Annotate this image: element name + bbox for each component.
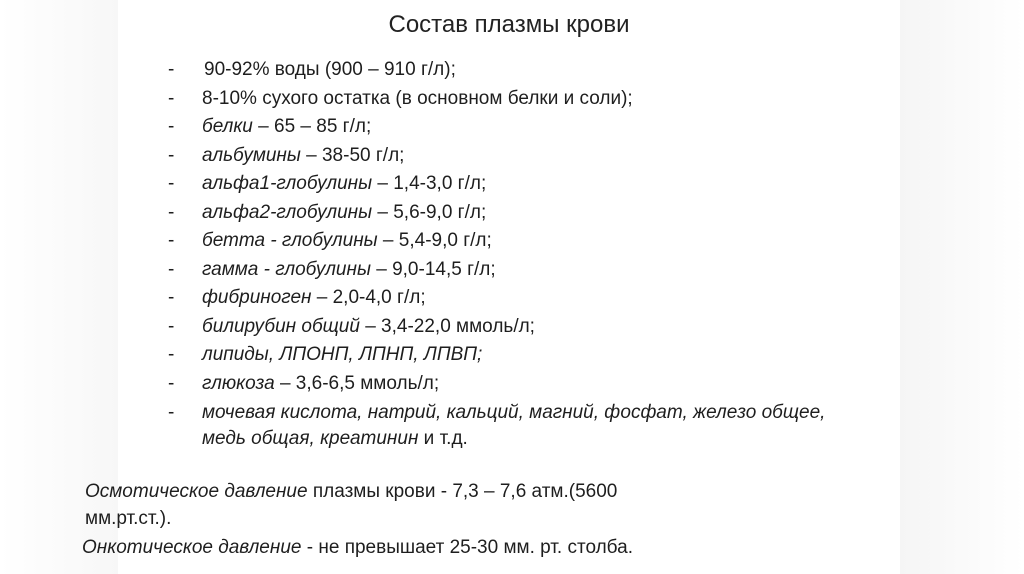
osmotic-value: плазмы крови - 7,3 – 7,6 атм.(5600 мм.рт.ст.). bbox=[85, 481, 618, 529]
item-value: – 3,6-6,5 ммоль/л; bbox=[274, 372, 440, 394]
bullet-dash: - bbox=[168, 173, 175, 194]
item-value: – 2,0-4,0 г/л; bbox=[311, 287, 426, 308]
list-item-other-components bbox=[168, 400, 868, 452]
slide-right-margin bbox=[900, 0, 1024, 574]
item-term: билирубин общий bbox=[202, 315, 360, 337]
list-item-lipids bbox=[168, 341, 868, 370]
list-item-water bbox=[168, 56, 868, 85]
list-item-proteins bbox=[168, 113, 868, 142]
item-value: – 65 – 85 г/л; bbox=[252, 116, 372, 137]
item-term: гамма - глобулины bbox=[202, 258, 371, 280]
list-item-fibrinogen bbox=[168, 284, 868, 313]
item-value: и т.д. bbox=[418, 428, 468, 449]
item-value: – 9,0-14,5 г/л; bbox=[370, 258, 496, 280]
bullet-dash: - bbox=[168, 372, 175, 394]
bullet-dash: - bbox=[168, 287, 175, 308]
bullet-dash: - bbox=[168, 87, 175, 109]
item-term: фибриноген bbox=[202, 287, 312, 308]
bullet-dash: - bbox=[168, 59, 175, 80]
item-term: бетта - глобулины bbox=[202, 230, 378, 251]
item-value: 8-10% сухого остатка (в основном белки и соли); bbox=[202, 87, 633, 109]
item-value: – 1,4-3,0 г/л; bbox=[372, 173, 487, 194]
osmotic-term: Осмотическое давление bbox=[85, 481, 308, 502]
list-item-alpha2-globulins bbox=[168, 199, 868, 228]
oncotic-pressure-text bbox=[82, 534, 742, 561]
bullet-dash: - bbox=[168, 344, 175, 365]
list-item-bilirubin bbox=[168, 313, 868, 342]
list-item-glucose bbox=[168, 370, 868, 399]
list-item-dry-residue bbox=[168, 85, 868, 114]
list-item-albumins bbox=[168, 142, 868, 171]
bullet-dash: - bbox=[168, 230, 175, 251]
bullet-dash: - bbox=[168, 258, 175, 280]
item-term: мочевая кислота, натрий, кальций, магний, фосфат, железо общее, медь общая, креатинин bbox=[202, 402, 826, 449]
item-value: – 3,4-22,0 ммоль/л; bbox=[359, 315, 535, 337]
bullet-dash: - bbox=[168, 402, 175, 423]
composition-list bbox=[168, 56, 868, 452]
bullet-dash: - bbox=[168, 116, 175, 137]
item-term: липиды, ЛПОНП, ЛПНП, ЛПВП; bbox=[202, 344, 483, 365]
list-item-beta-globulins bbox=[168, 227, 868, 256]
item-term: альфа1-глобулины bbox=[202, 173, 373, 194]
item-value: – 38-50 г/л; bbox=[300, 144, 405, 166]
bullet-dash: - bbox=[168, 315, 175, 337]
item-term: альбумины bbox=[202, 144, 301, 166]
slide-title: Состав плазмы крови bbox=[388, 11, 630, 38]
item-term: глюкоза bbox=[202, 372, 275, 394]
bullet-dash: - bbox=[168, 201, 175, 223]
item-value: 90-92% воды (900 – 910 г/л); bbox=[204, 59, 456, 80]
item-value: – 5,4-9,0 г/л; bbox=[377, 230, 492, 251]
osmotic-pressure-text bbox=[85, 478, 705, 532]
bullet-dash: - bbox=[168, 144, 175, 166]
list-item-gamma-globulins bbox=[168, 256, 868, 285]
item-term: альфа2-глобулины bbox=[202, 201, 373, 223]
list-item-alpha1-globulins bbox=[168, 170, 868, 199]
item-term: белки bbox=[202, 116, 253, 137]
oncotic-value: - не превышает 25-30 мм. рт. столба. bbox=[301, 537, 633, 558]
oncotic-term: Онкотическое давление bbox=[82, 537, 302, 558]
item-value: – 5,6-9,0 г/л; bbox=[372, 201, 487, 223]
